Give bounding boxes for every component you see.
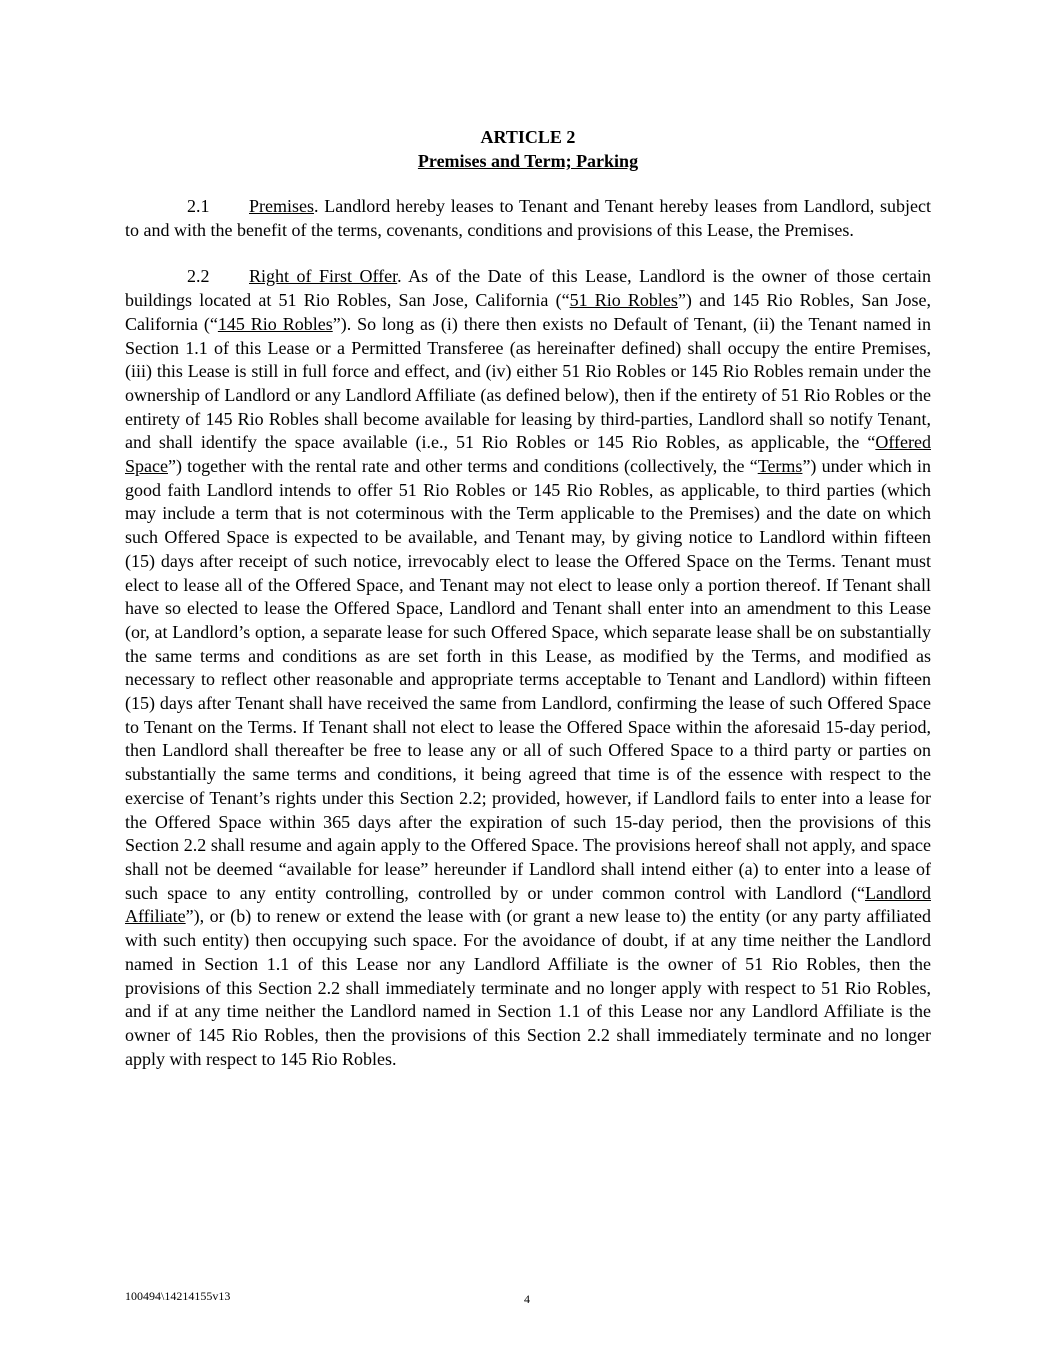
- section-2-1-heading: Premises: [249, 196, 314, 216]
- defined-term-51-rio-robles: 51 Rio Robles: [569, 290, 678, 311]
- footer-page-number: 4: [524, 1292, 530, 1306]
- defined-term-terms: Terms: [757, 456, 803, 477]
- section-2-1-text: . Landlord hereby leases to Tenant and Tenant hereby leases from Landlord, subject to and with the benefit of the terms, covenants, conditions and provisions of this Lease, the Premises.: [125, 196, 931, 240]
- article-subtitle-text: Premises and Term; Parking: [417, 151, 639, 171]
- defined-term-145-rio-robles: 145 Rio Robles: [217, 313, 333, 334]
- footer-doc-id: 100494\14214155v13: [125, 1289, 231, 1303]
- section-2-2-text-4: ”) together with the rental rate and other terms and conditions (collectively, the “: [167, 456, 758, 477]
- defined-term-offered-space: Offered Space: [125, 432, 931, 477]
- section-2-2-heading: Right of First Offer: [249, 266, 398, 287]
- document-page: [125, 125, 931, 1071]
- article-subtitle: [125, 149, 931, 173]
- section-2-2: [125, 265, 931, 1071]
- section-2-2-text-2: ”) and 145 Rio Robles, San Jose, California (“: [125, 290, 931, 334]
- section-2-2-text-1: . As of the Date of this Lease, Landlord is the owner of those certain buildings located at 51 Rio Robles, San Jose, California (“: [125, 266, 931, 311]
- section-2-1-number: 2.1: [187, 196, 210, 216]
- section-2-2-text-3: ”). So long as (i) there then exists no Default of Tenant, (ii) the Tenant named in Section 1.1 of this Lease or a Permitted Transferee (as hereinafter defined) shall occupy the entire Premises, (iii) this Lease is still in full force and effect, and (iv) either 51 Rio Robles or 145 Rio Robles remain under the ownership of Landlord or any Landlord Affiliate (as defined below), then if the entirety of 51 Rio Robles or the entirety of 145 Rio Robles shall become available for leasing by third-parties, Landlord shall so notify Tenant, and shall identify the space available (i.e., 51 Rio Robles or 145 Rio Robles, as applicable, the “: [125, 313, 931, 453]
- section-2-2-number: 2.2: [187, 266, 210, 287]
- article-title: ARTICLE 2: [480, 127, 576, 147]
- section-2-2-text-6: ”), or (b) to renew or extend the lease with (or grant a new lease to) the entity (or any party affiliated with such entity) then occupying such space. For the avoidance of doubt, if at any time neither the Landlord named in Section 1.1 of this Lease nor any Landlord Affiliate is the owner of 51 Rio Robles, then the provisions of this Section 2.2 shall immediately terminate and no longer apply with respect to 51 Rio Robles, and if at any time neither the Landlord named in Section 1.1 of this Lease nor any Landlord Affiliate is the owner of 145 Rio Robles, then the provisions of this Section 2.2 shall immediately terminate and no longer apply with respect to 145 Rio Robles.: [125, 906, 931, 1069]
- defined-term-landlord-affiliate: Landlord Affiliate: [125, 882, 931, 927]
- section-2-2-text-5: ”) under which in good faith Landlord intends to offer 51 Rio Robles or 145 Rio Robles, as applicable, to third parties (which may include a term that is not coterminous with the Term applicable to the Premises) and the date on which such Offered Space is expected to be available, and Tenant may, by giving notice to Landlord within fifteen (15) days after receipt of such notice, irrevocably elect to lease the Offered Space on the Terms. Tenant must elect to lease all of the Offered Space, and Tenant may not elect to lease only a portion thereof. If Tenant shall have so elected to lease the Offered Space, Landlord and Tenant shall enter into an amendment to this Lease (or, at Landlord’s option, a separate lease for such Offered Space, which separate lease shall be on substantially the same terms and conditions as are set forth in this Lease, as modified by the Terms, and modified as necessary to reflect other reasonable and appropriate terms acceptable to Tenant and Landlord) within fifteen (15) days after Tenant shall have received the same from Landlord, confirming the lease of such Offered Space to Tenant on the Terms. If Tenant shall not elect to lease the Offered Space within the aforesaid 15-day period, then Landlord shall thereafter be free to lease any or all of such Offered Space to a third party or parties on substantially the same terms and conditions, it being agreed that time is of the essence with respect to the exercise of Tenant’s rights under this Section 2.2; provided, however, if Landlord fails to enter into a lease for the Offered Space within 365 days after the expiration of such 15-day period, then the provisions of this Section 2.2 shall resume and again apply to the Offered Space. The provisions hereof shall not apply, and space shall not be deemed “available for lease” hereunder if Landlord shall intend either (a) to enter into a lease of such space to any entity controlling, controlled by or under common control with Landlord (“: [125, 456, 931, 903]
- section-2-1: [125, 195, 931, 242]
